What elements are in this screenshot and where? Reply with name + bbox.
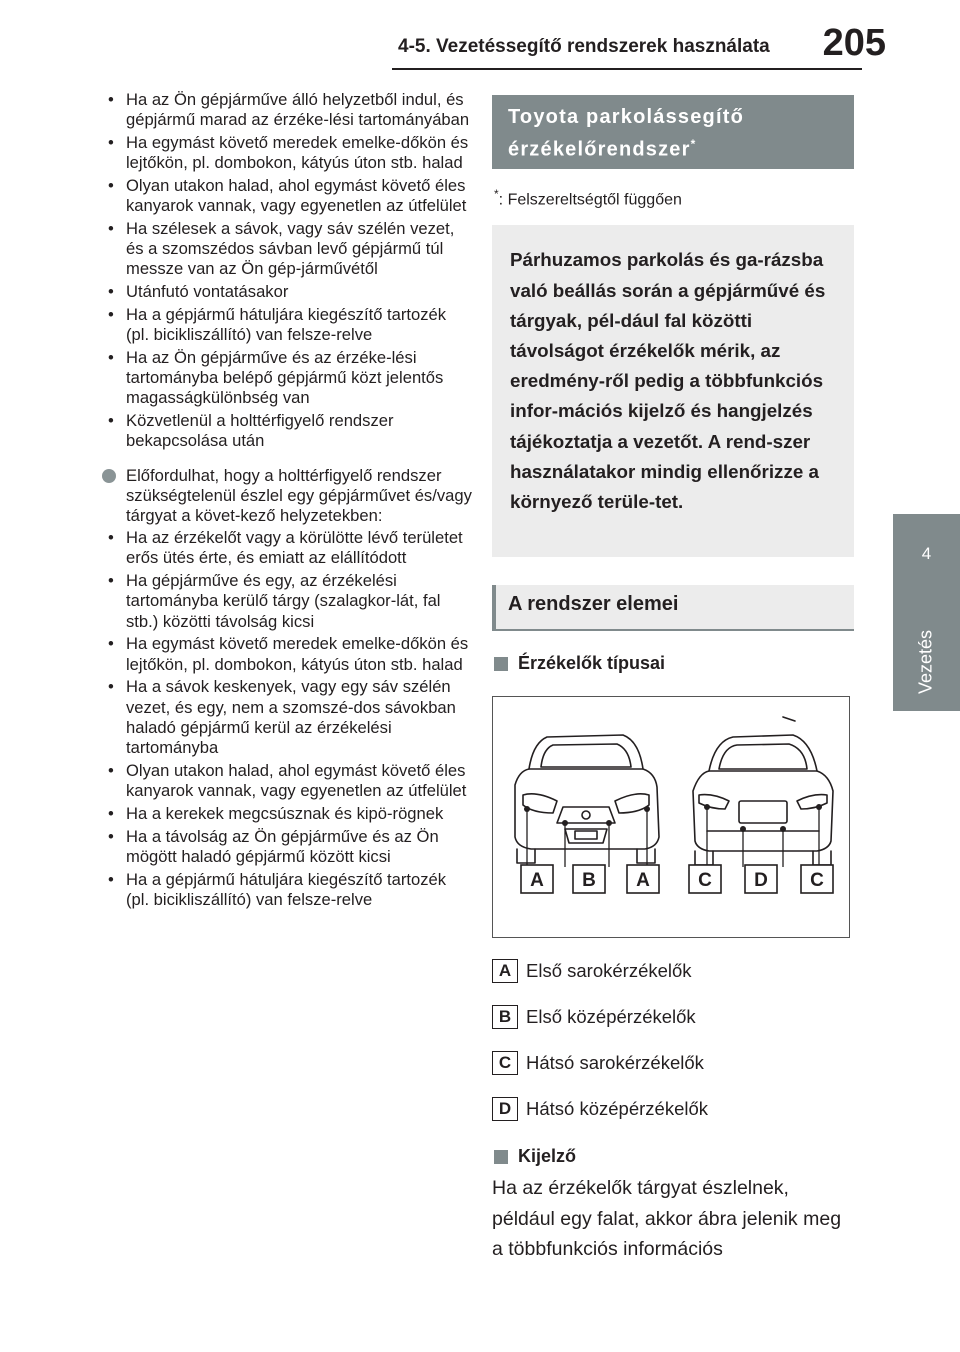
chapter-label: Vezetés (915, 629, 936, 695)
circle-bullet-paragraph (102, 466, 472, 527)
list-item: • Utánfutó vontatásakor (102, 282, 472, 302)
square-bullet-icon (494, 1150, 508, 1164)
sensor-diagram (492, 696, 850, 938)
diagram-label: A (530, 870, 544, 892)
footnote-asterisk: * (494, 187, 499, 201)
circle-bullet-text: Előfordulhat, hogy a holttérfigyelő rendszer szükségtelenül észlel egy gépjárművet és/vagy tárgyat a követ-kező helyzetekben: (126, 465, 472, 526)
header-rule (392, 68, 862, 70)
display-heading-text: Kijelző (518, 1146, 577, 1167)
list-item: • Ha szélesek a sávok, vagy sáv szélén vezet, és a szomszédos sávban levő gépjármű túl messze van az Ön gép-járművétől (102, 219, 472, 280)
car-illustration (493, 697, 849, 937)
section-title-line-2: érzékelőrendszer (508, 138, 691, 161)
bullet-list-1 (102, 90, 472, 452)
footnote-marker: * (690, 137, 697, 151)
section-title-line-1: Toyota parkolássegítő (508, 106, 744, 128)
legend-letter: B (492, 1005, 518, 1029)
legend-text: Hátsó középérzékelők (526, 1098, 709, 1120)
display-heading (492, 1146, 854, 1167)
header-title: 4-5. Vezetéssegítő rendszerek használata (398, 36, 770, 57)
footnote-text: : Felszereltségtől függően (498, 191, 682, 209)
sensor-types-heading (492, 653, 854, 674)
legend-letter: D (492, 1097, 518, 1121)
footnote (494, 187, 854, 209)
legend-row (492, 1086, 854, 1132)
legend-row (492, 1040, 854, 1086)
list-item: • Ha az érzékelőt vagy a körülötte lévő területet erős ütés érte, és emiatt az elállítódott (102, 528, 472, 568)
diagram-label: C (810, 870, 824, 892)
list-item: • Ha gépjárműve és egy, az érzékelési tartományba kerülő tárgy (szalagkor-lát, fal stb.) közötti távolság kicsi (102, 571, 472, 632)
list-item: • Ha egymást követő meredek emelke-dőkön és lejtőkön, pl. dombokon, kátyús úton stb. halad (102, 133, 472, 173)
list-item: • Közvetlenül a holttérfigyelő rendszer bekapcsolása után (102, 411, 472, 451)
list-item: • Ha a sávok keskenyek, vagy egy sáv szélén vezet, és egy, nem a szomszé-dos sávokban haladó gépjármű kerül az érzékelési tartományba (102, 677, 472, 758)
legend-text: Hátsó sarokérzékelők (526, 1052, 704, 1074)
legend-text: Első sarokérzékelők (526, 960, 692, 982)
list-item: • Olyan utakon halad, ahol egymást követő éles kanyarok vannak, vagy egyenetlen az útfelület (102, 176, 472, 216)
circle-bullet-icon (102, 469, 116, 483)
chapter-number: 4 (921, 544, 932, 563)
summary-box: Párhuzamos parkolás és ga-rázsba való beállás során a gépjárművé és tárgyak, pél-dául fal közötti távolságot érzékelők mérik, az eredmény-ről pedig a többfunkciós infor-mációs kijelző és hangjelzés tájékoztatja a vezetőt. A rend-szer használatakor mindig ellenőrizze a környező terüle-tet. (492, 225, 854, 557)
right-column (492, 95, 854, 1265)
left-column (102, 90, 472, 913)
list-item: • Ha a távolság az Ön gépjárműve és az Ön mögött haladó gépjármű között kicsi (102, 827, 472, 867)
front-car-icon (515, 735, 659, 863)
sensor-types-heading-text: Érzékelők típusai (518, 653, 666, 674)
display-paragraph: Ha az érzékelők tárgyat észlelnek, például egy falat, akkor ábra jelenik meg a többfunkciós információs (492, 1177, 842, 1261)
list-item: • Ha az Ön gépjárműve és az érzéke-lési tartományba belépő gépjármű közt jelentős magasságkülönbség van (102, 348, 472, 409)
page-number: 205 (822, 22, 886, 64)
rear-car-icon (693, 717, 833, 865)
legend-row (492, 994, 854, 1040)
page-header (0, 0, 960, 80)
diagram-label: D (754, 870, 768, 892)
diagram-label: A (636, 870, 650, 892)
legend-letter: A (492, 959, 518, 983)
legend-row (492, 948, 854, 994)
legend-letter: C (492, 1051, 518, 1075)
bullet-list-2 (102, 528, 472, 910)
list-item: • Ha az Ön gépjárműve álló helyzetből indul, és gépjármű marad az érzéke-lési tartományában (102, 90, 472, 130)
square-bullet-icon (494, 657, 508, 671)
legend-text: Első középérzékelők (526, 1006, 696, 1028)
diagram-label: C (698, 870, 712, 892)
chapter-tab (893, 514, 960, 711)
list-item: • Ha a gépjármű hátuljára kiegészítő tartozék (pl. bicikliszállító) van felsze-relve (102, 305, 472, 345)
section-title (492, 95, 854, 169)
list-item: • Olyan utakon halad, ahol egymást követő éles kanyarok vannak, vagy egyenetlen az útfelület (102, 761, 472, 801)
diagram-label: B (582, 870, 596, 892)
list-item: • Ha a gépjármű hátuljára kiegészítő tartozék (pl. bicikliszállító) van felsze-relve (102, 870, 472, 910)
list-item: • Ha a kerekek megcsúsznak és kipö-rögnek (102, 804, 472, 824)
section-title-line-2-wrap (508, 131, 838, 164)
list-item: • Ha egymást követő meredek emelke-dőkön és lejtőkön, pl. dombokon, kátyús úton stb. halad (102, 634, 472, 674)
legend (492, 948, 854, 1132)
elements-title: A rendszer elemei (492, 585, 854, 631)
